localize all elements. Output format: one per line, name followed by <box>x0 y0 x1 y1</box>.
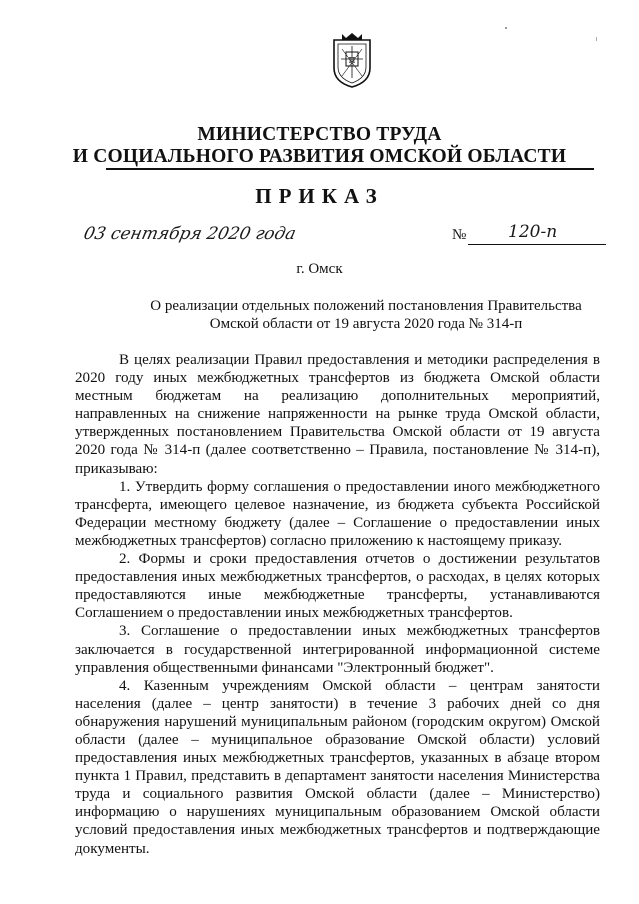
order-subject: О реализации отдельных положений постановления Правительства Омской области от 19 августа 2020 года № 314-п <box>150 298 582 332</box>
city-label: г. Омск <box>296 261 343 277</box>
ministry-name-line-2: И СОЦИАЛЬНОГО РАЗВИТИЯ ОМСКОЙ ОБЛАСТИ <box>72 146 567 167</box>
handwritten-order-number: 120-п <box>508 222 558 242</box>
body-paragraph-preamble: В целях реализации Правил предоставления и методики распределения в 2020 году иных межбюджетных трансфертов из бюджета Омской области местным бюджетам на реализацию дополнительных мероприятий, направленных на снижение напряженности на рынке труда Омской области, утвержденных постановлением Правительства Омской области от 19 августа 2020 года № 314-п (далее соответственно – Правила, постановление № 314-п), приказываю: <box>75 352 600 477</box>
body-paragraph-item-1: 1. Утвердить форму соглашения о предоставлении иного межбюджетного трансферта, имеющего целевое назначение, из бюджета субъекта Российской Федерации местному бюджету (далее – Соглашение о предоставлении иных межбюджетных трансфертов) согласно приложению к настоящему приказу. <box>75 478 600 549</box>
omsk-coat-of-arms-icon <box>331 32 373 88</box>
document-type-title: ПРИКАЗ <box>255 184 384 208</box>
order-number-label: № <box>452 227 467 243</box>
body-paragraph-item-3: 3. Соглашение о предоставлении иных межбюджетных трансфертов заключается в государственной интегрированной информационной системе управления общественными финансами "Электронный бюджет". <box>75 623 600 676</box>
order-number-underline <box>468 244 606 245</box>
order-body <box>75 351 600 858</box>
body-paragraph-item-4: 4. Казенным учреждениям Омской области – центрам занятости населения (далее – центр занятости) в течение 3 рабочих дней со дня обнаружения нарушений муниципальным районом (городским округом) Омской области (далее – муниципальное образование Омской области) условий предоставления иных межбюджетных трансфертов, указанных в абзаце втором пункта 1 Правил, представить в департамент занятости населения Министерства труда и социального развития Омской области (далее – Министерство) информацию о нарушениях муниципальным образованием Омской области условий предоставления иных межбюджетных трансфертов и подтверждающие документы. <box>75 677 600 857</box>
scan-speck <box>596 37 597 41</box>
svg-text:П: П <box>348 56 356 65</box>
body-paragraph-item-2: 2. Формы и сроки предоставления отчетов о достижении результатов предоставления иных межбюджетных трансфертов, о расходах, в целях которых предоставляются иные межбюджетные трансферты, устанавливаются Соглашением о предоставлении иных межбюджетных трансфертов. <box>75 551 600 622</box>
scan-speck <box>505 27 507 29</box>
ministry-name-line-1: МИНИСТЕРСТВО ТРУДА <box>197 124 442 145</box>
header-divider <box>106 168 594 170</box>
handwritten-date: 03 сентября 2020 года <box>81 224 298 244</box>
